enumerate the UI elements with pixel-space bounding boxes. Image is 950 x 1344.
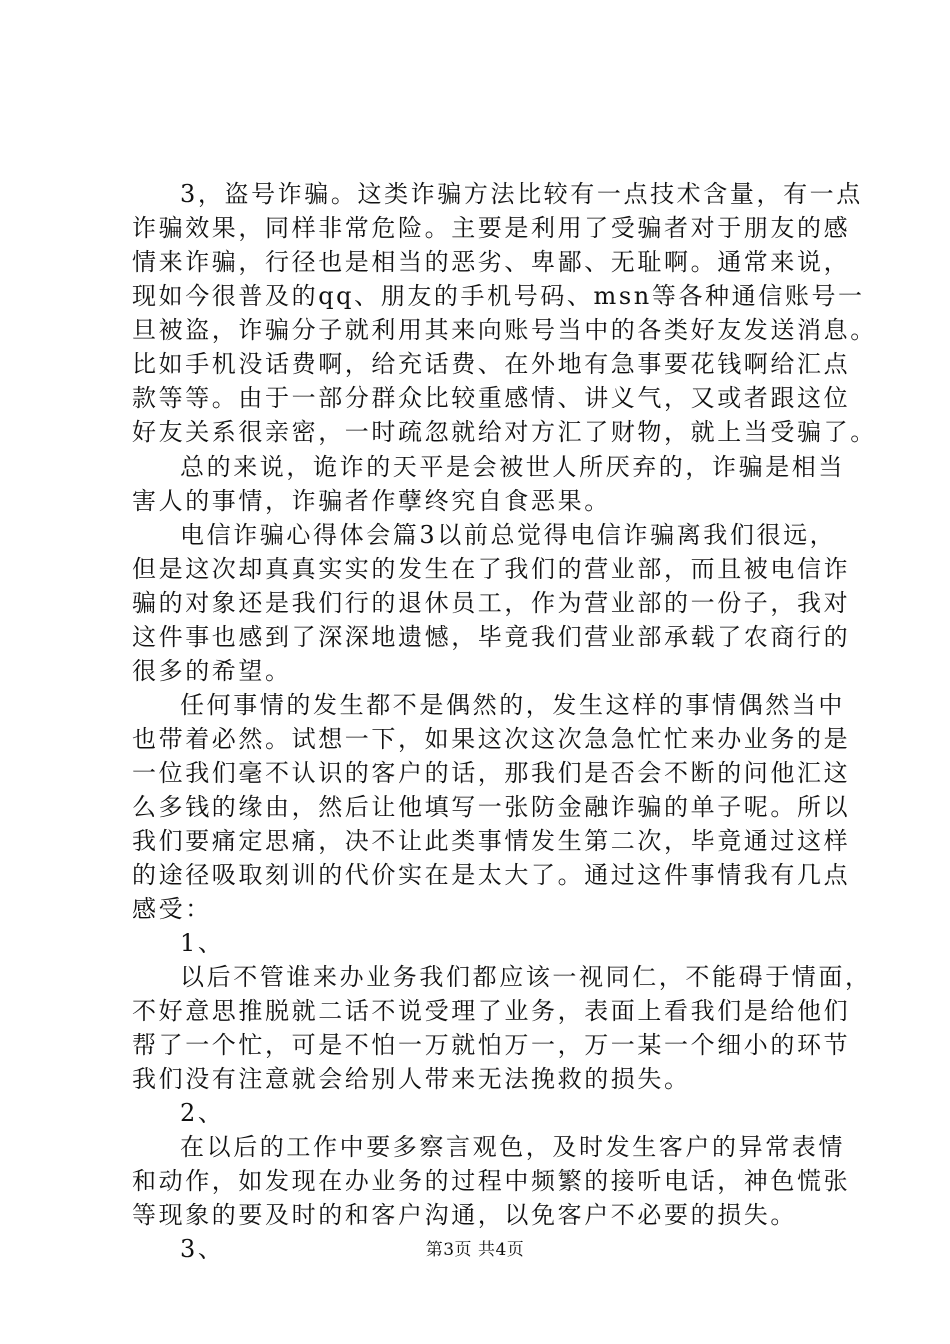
text-line: 么多钱的缘由，然后让他填写一张防金融诈骗的单子呢。所以 <box>132 793 851 821</box>
text-line: 帮了一个忙，可是不怕一万就怕万一，万一某一个细小的环节 <box>132 1031 851 1059</box>
text-line: 的途径吸取刻训的代价实在是太大了。通过这件事情我有几点 <box>132 861 851 889</box>
text-line: 现如今很普及的qq、朋友的手机号码、msn等各种通信账号一 <box>132 282 865 310</box>
text-line: 款等等。由于一部分群众比较重感情、讲义气，又或者跟这位 <box>132 384 851 412</box>
text-line: 情来诈骗，行径也是相当的恶劣、卑鄙、无耻啊。通常来说， <box>132 248 851 276</box>
page-number-footer: 第3页 共4页 <box>425 1240 525 1260</box>
text-line: 很多的希望。 <box>132 657 292 685</box>
text-line: 我们要痛定思痛，决不让此类事情发生第二次，毕竟通过这样 <box>132 827 851 855</box>
text-line: 任何事情的发生都不是偶然的，发生这样的事情偶然当中 <box>180 691 845 719</box>
text-line: 但是这次却真真实实的发生在了我们的营业部，而且被电信诈 <box>132 555 851 583</box>
text-line: 诈骗效果，同样非常危险。主要是利用了受骗者对于朋友的感 <box>132 214 851 242</box>
text-line: 这件事也感到了深深地遗憾，毕竟我们营业部承载了农商行的 <box>132 623 851 651</box>
text-line: 骗的对象还是我们行的退休员工，作为营业部的一份子，我对 <box>132 589 851 617</box>
text-line: 3，盗号诈骗。这类诈骗方法比较有一点技术含量，有一点 <box>180 180 863 208</box>
text-line: 比如手机没话费啊，给充话费、在外地有急事要花钱啊给汇点 <box>132 350 851 378</box>
text-line: 和动作，如发现在办业务的过程中频繁的接听电话，神色慌张 <box>132 1167 851 1195</box>
text-line: 感受： <box>132 895 212 923</box>
text-line: 我们没有注意就会给别人带来无法挽救的损失。 <box>132 1065 691 1093</box>
text-line: 总的来说，诡诈的天平是会被世人所厌弃的，诈骗是相当 <box>180 453 845 481</box>
text-line: 电信诈骗心得体会篇3以前总觉得电信诈骗离我们很远， <box>180 521 837 549</box>
text-line: 3、 <box>180 1235 225 1263</box>
text-line: 好友关系很亲密，一时疏忽就给对方汇了财物，就上当受骗了。 <box>132 418 877 446</box>
text-line: 也带着必然。试想一下，如果这次这次急急忙忙来办业务的是 <box>132 725 851 753</box>
text-line: 2、 <box>180 1099 225 1127</box>
text-line: 等现象的要及时的和客户沟通，以免客户不必要的损失。 <box>132 1201 797 1229</box>
text-line: 害人的事情，诈骗者作孽终究自食恶果。 <box>132 487 611 515</box>
text-line: 以后不管谁来办业务我们都应该一视同仁，不能碍于情面， <box>180 963 872 991</box>
text-line: 1、 <box>180 929 225 957</box>
text-line: 一位我们毫不认识的客户的话，那我们是否会不断的问他汇这 <box>132 759 851 787</box>
text-line: 旦被盗，诈骗分子就利用其来向账号当中的各类好友发送消息。 <box>132 316 877 344</box>
text-line: 不好意思推脱就二话不说受理了业务，表面上看我们是给他们 <box>132 997 851 1025</box>
text-line: 在以后的工作中要多察言观色，及时发生客户的异常表情 <box>180 1133 845 1161</box>
